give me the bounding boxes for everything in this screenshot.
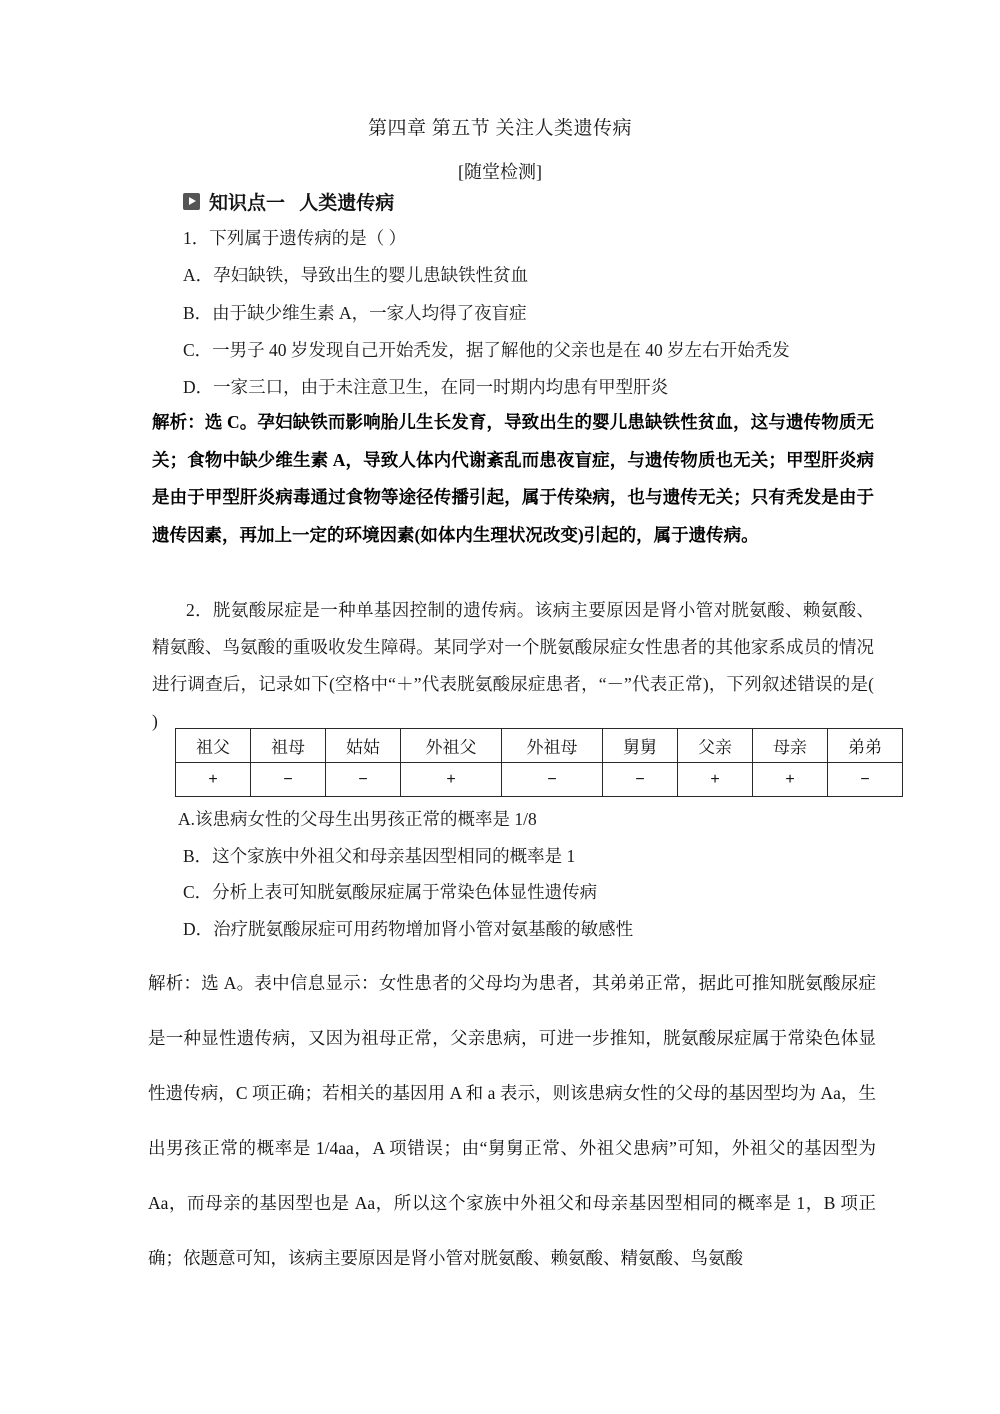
knowledge-point-label: 知识点一 人类遗传病 (209, 193, 395, 214)
table-header-cell: 姑姑 (326, 729, 401, 763)
table-header-cell: 舅舅 (603, 729, 678, 763)
question2-explanation: 解析：选 A。表中信息显示：女性患者的父母均为患者，其弟弟正常，据此可推知胱氨酸尿症是一种显性遗传病，又因为祖母正常，父亲患病，可进一步推知，胱氨酸尿症属于常染色体显性遗传病，C 项正确；若相关的基因用 A 和 a 表示，则该患病女性的父母的基因型均为 Aa，生出男孩正常的概率是 1/4aa，A 项错误；由“舅舅正常、外祖父患病”可知，外祖父的基因型为 Aa，而母亲的基因型也是 Aa，所以这个家族中外祖父和母亲基因型相同的概率是 1，B 项正确；依题意可知，该病主要原因是肾小管对胱氨酸、赖氨酸、精氨酸、鸟氨酸 (148, 973, 876, 1268)
table-value-cell: + (753, 763, 828, 797)
table-header-cell: 父亲 (678, 729, 753, 763)
play-triangle-icon (183, 193, 200, 210)
table-value-cell: + (176, 763, 251, 797)
table-value-cell: − (502, 763, 603, 797)
table-value-cell: + (401, 763, 502, 797)
table-value-cell: − (326, 763, 401, 797)
question1-option-b[interactable]: B．由于缺少维生素 A，一家人均得了夜盲症 (183, 303, 527, 323)
question1-stem: 1．下列属于遗传病的是（ ） (183, 228, 407, 248)
knowledge-point-header (183, 188, 394, 215)
question1-option-d[interactable]: D．一家三口，由于未注意卫生，在同一时期内均患有甲型肝炎 (183, 377, 669, 397)
table-row-values (176, 763, 903, 797)
table-header-cell: 母亲 (753, 729, 828, 763)
question1-option-c[interactable]: C．一男子 40 岁发现自己开始秃发，据了解他的父亲也是在 40 岁左右开始秃发 (183, 340, 790, 360)
question2-option-c[interactable]: C．分析上表可知胱氨酸尿症属于常染色体显性遗传病 (183, 882, 598, 902)
table-row-headers (176, 729, 903, 763)
table-value-cell: + (678, 763, 753, 797)
question2-option-a[interactable]: A.该患病女性的父母生出男孩正常的概率是 1/8 (178, 809, 537, 829)
pedigree-table (175, 728, 903, 797)
question2-stem: 2．胱氨酸尿症是一种单基因控制的遗传病。该病主要原因是肾小管对胱氨酸、赖氨酸、精氨酸、鸟氨酸的重吸收发生障碍。某同学对一个胱氨酸尿症女性患者的其他家系成员的情况进行调查后，记录如下(空格中“＋”代表胱氨酸尿症患者，“－”代表正常)，下列叙述错误的是( ) (152, 600, 874, 731)
question1-option-a[interactable]: A．孕妇缺铁，导致出生的婴儿患缺铁性贫血 (183, 265, 529, 285)
table-value-cell: − (828, 763, 903, 797)
table-value-cell: − (251, 763, 326, 797)
table-value-cell: − (603, 763, 678, 797)
table-header-cell: 祖母 (251, 729, 326, 763)
page-title: 第四章 第五节 关注人类遗传病 (367, 118, 632, 139)
question1-explanation: 解析：选 C。孕妇缺铁而影响胎儿生长发育，导致出生的婴儿患缺铁性贫血，这与遗传物质无关；食物中缺少维生素 A，导致人体内代谢紊乱而患夜盲症，与遗传物质也无关；甲型肝炎病是由于甲型肝炎病毒通过食物等途径传播引起，属于传染病，也与遗传无关；只有秃发是由于遗传因素，再加上一定的环境因素(如体内生理状况改变)引起的，属于遗传病。 (152, 412, 874, 545)
table-header-cell: 祖父 (176, 729, 251, 763)
question2-option-b[interactable]: B．这个家族中外祖父和母亲基因型相同的概率是 1 (183, 846, 576, 866)
table-header-cell: 弟弟 (828, 729, 903, 763)
page-subtitle: [随堂检测] (458, 162, 542, 182)
question2-option-d[interactable]: D．治疗胱氨酸尿症可用药物增加肾小管对氨基酸的敏感性 (183, 919, 634, 939)
table-header-cell: 外祖父 (401, 729, 502, 763)
table-header-cell: 外祖母 (502, 729, 603, 763)
